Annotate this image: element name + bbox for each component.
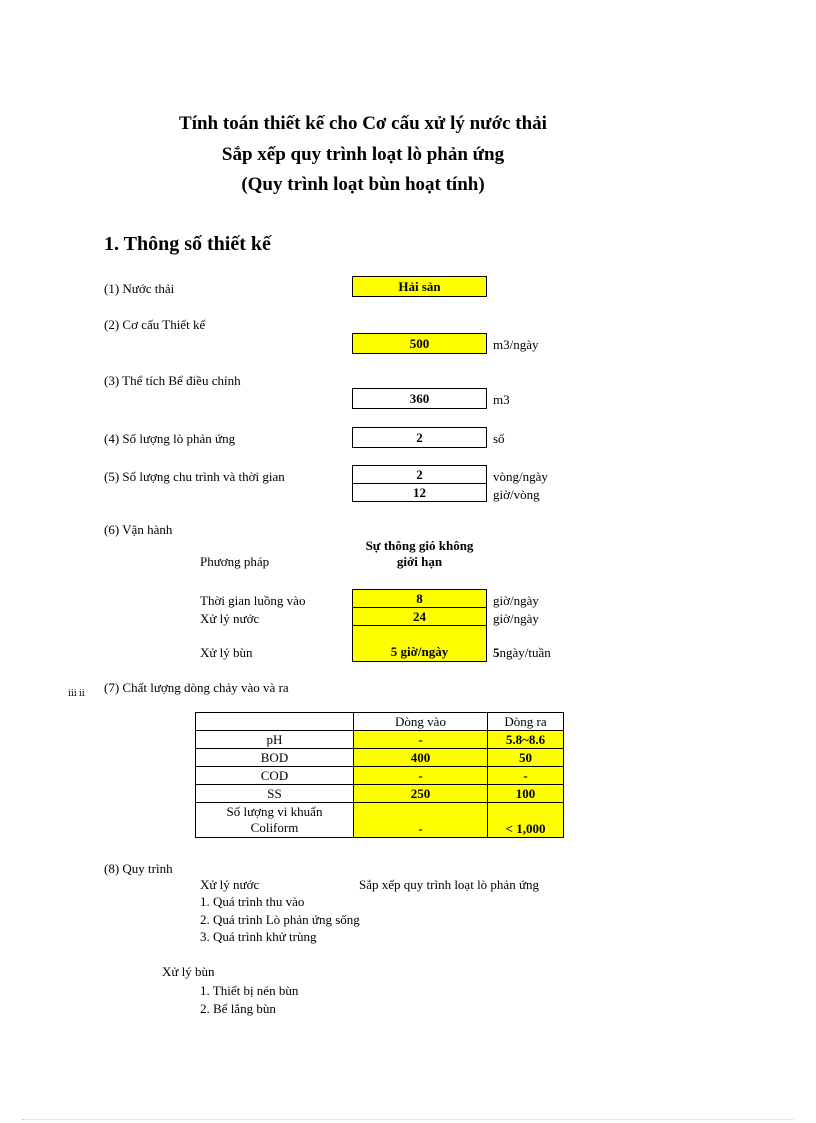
process-step: 1. Quá trình thu vào: [200, 894, 305, 909]
row-outflow: 5.8~8.6: [488, 731, 564, 749]
process-water-desc: Sắp xếp quy trình loạt lò phản ứng: [359, 877, 539, 892]
sludge-treatment-value: 5 giờ/ngày: [352, 625, 487, 662]
table-row: [196, 731, 564, 749]
sludge-treatment-label: Xử lý bùn: [200, 645, 253, 660]
param-5-label: (5) Số lượng chu trình và thời gian: [104, 469, 285, 484]
table-header-inflow: Dòng vào: [354, 713, 488, 731]
quality-table: [195, 712, 564, 838]
row-inflow: -: [354, 803, 488, 838]
row-outflow: -: [488, 767, 564, 785]
sludge-step: 1. Thiết bị nén bùn: [200, 983, 299, 998]
param-5-unit-hours: giờ/vòng: [493, 487, 540, 502]
table-row: [196, 767, 564, 785]
param-4-label: (4) Số lượng lò phản ứng: [104, 431, 236, 446]
sludge-days-number: 5: [493, 645, 500, 660]
doc-title: Tính toán thiết kế cho Cơ cấu xử lý nước thải: [179, 113, 547, 134]
param-5-value-hours: 12: [352, 483, 487, 502]
param-5-unit-cycles: vòng/ngày: [493, 469, 548, 484]
coliform-line1: Số lượng vi khuẩn: [226, 804, 323, 819]
row-name: [196, 803, 354, 838]
param-4-value: 2: [352, 427, 487, 448]
param-6-label: (6) Vận hành: [104, 522, 173, 537]
page-bottom-divider: [22, 1119, 794, 1120]
table-row-coliform: [196, 803, 564, 838]
process-water-head: Xử lý nước: [200, 877, 260, 892]
row-outflow: 100: [488, 785, 564, 803]
sludge-days-unit: ngày/tuần: [499, 645, 551, 660]
doc-subtitle-parenthetical: (Quy trình loạt bùn hoạt tính): [241, 174, 485, 195]
water-treatment-unit: giờ/ngày: [493, 611, 539, 626]
param-5-value-cycles: 2: [352, 465, 487, 484]
doc-subtitle: Sắp xếp quy trình loạt lò phản ứng: [221, 144, 505, 165]
inflow-value: 8: [352, 589, 487, 608]
method-value-line1: Sự thông gió không: [365, 538, 474, 553]
row-inflow: 250: [354, 785, 488, 803]
water-treatment-value: 24: [352, 607, 487, 626]
method-value-line2: giới hạn: [396, 554, 443, 569]
sludge-step: 2. Bể lắng bùn: [200, 1001, 276, 1016]
method-label: Phương pháp: [200, 554, 270, 569]
param-3-unit: m3: [493, 392, 510, 407]
param-4-unit: số: [493, 431, 505, 446]
process-sludge-head: Xử lý bùn: [162, 964, 215, 979]
row-name: pH: [196, 731, 354, 749]
table-row: [196, 785, 564, 803]
param-3-value: 360: [352, 388, 487, 409]
param-2-unit: m3/ngày: [493, 337, 539, 352]
row-name: BOD: [196, 749, 354, 767]
row-name: SS: [196, 785, 354, 803]
row-outflow: < 1,000: [488, 803, 564, 838]
row-inflow: -: [354, 731, 488, 749]
row-outflow: 50: [488, 749, 564, 767]
row-inflow: 400: [354, 749, 488, 767]
param-8-label: (8) Quy trình: [104, 861, 173, 876]
table-row: [196, 749, 564, 767]
table-header-row: [196, 713, 564, 731]
coliform-line2: Coliform: [250, 820, 299, 835]
row-inflow: -: [354, 767, 488, 785]
section-heading: 1. Thông số thiết kế: [104, 233, 271, 255]
param-1-label: (1) Nước thải: [104, 281, 175, 296]
process-step: 2. Quá trình Lò phản ứng sống: [200, 912, 360, 927]
param-1-value: Hải sản: [352, 276, 487, 297]
table-header-blank: [196, 713, 354, 731]
method-value: [352, 538, 487, 570]
param-7-label: (7) Chất lượng dòng chảy vào và ra: [104, 680, 289, 695]
inflow-label: Thời gian luồng vào: [200, 593, 306, 608]
process-step: 3. Quá trình khử trùng: [200, 929, 317, 944]
param-2-label: (2) Cơ cấu Thiết kế: [104, 317, 206, 332]
margin-mark: ⅲ ⅱ: [68, 688, 85, 698]
param-3-label: (3) Thể tích Bể điều chỉnh: [104, 373, 241, 388]
table-header-outflow: Dòng ra: [488, 713, 564, 731]
sludge-treatment-unit: [493, 645, 551, 661]
inflow-unit: giờ/ngày: [493, 593, 539, 608]
row-name: COD: [196, 767, 354, 785]
water-treatment-label: Xử lý nước: [200, 611, 260, 626]
param-2-value: 500: [352, 333, 487, 354]
